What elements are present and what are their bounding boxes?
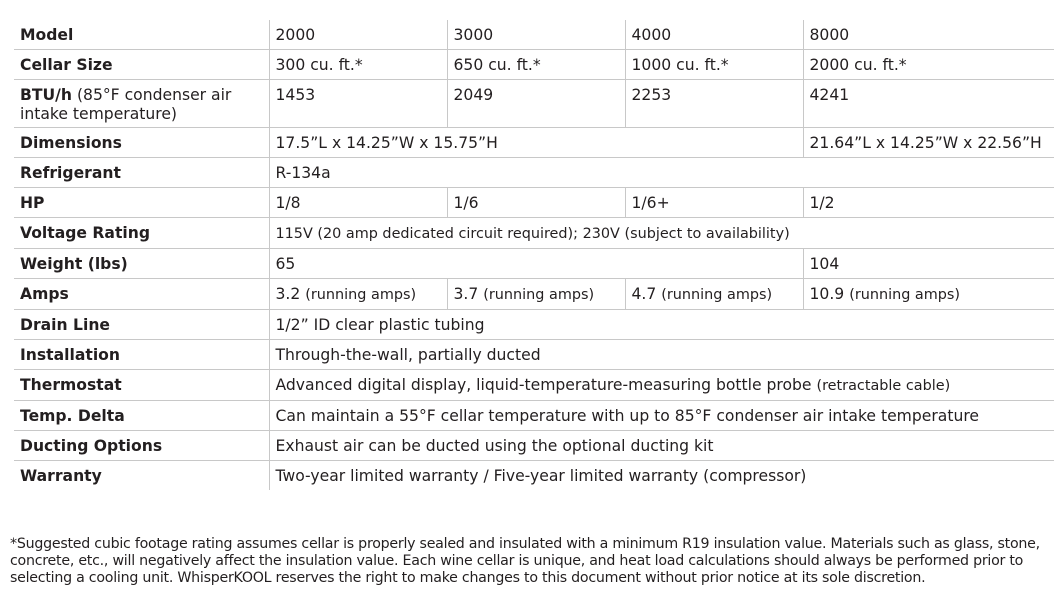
cell-value: 1000 cu. ft.* — [625, 50, 803, 80]
cell-value — [447, 279, 625, 310]
row-label: Temp. Delta — [14, 401, 269, 431]
cell-value: 1/2” ID clear plastic tubing — [269, 310, 1054, 340]
row-label: Voltage Rating — [14, 218, 269, 249]
cell-value: Exhaust air can be ducted using the optional ducting kit — [269, 431, 1054, 461]
cell-value: 650 cu. ft.* — [447, 50, 625, 80]
cell-value: Through-the-wall, partially ducted — [269, 340, 1054, 370]
cell-value — [269, 279, 447, 310]
row-label: Warranty — [20, 467, 102, 485]
row-label: Thermostat — [14, 370, 269, 401]
amps-unit: (running amps) — [483, 287, 595, 303]
row-label — [14, 80, 269, 128]
btu-label-note: (85°F condenser air intake temperature) — [20, 86, 232, 123]
thermostat-note: (retractable cable) — [816, 378, 951, 394]
row-warranty — [14, 461, 1054, 491]
cell-value: R-134a — [269, 158, 1054, 188]
amps-unit: (running amps) — [661, 287, 773, 303]
row-drain-line — [14, 310, 1054, 340]
voltage-value: 115V (20 amp dedicated circuit required); 230V (subject to availability) — [275, 226, 790, 242]
row-amps — [14, 279, 1054, 310]
model-3000: 3000 — [447, 20, 625, 50]
row-ducting — [14, 431, 1054, 461]
row-weight — [14, 249, 1054, 279]
amps-number: 3.2 — [275, 285, 301, 303]
row-label: Installation — [14, 340, 269, 370]
row-label: Model — [14, 20, 269, 50]
row-installation — [14, 340, 1054, 370]
row-label: Refrigerant — [14, 158, 269, 188]
row-label: Amps — [14, 279, 269, 310]
cell-value: 4241 — [803, 80, 1054, 128]
cell-value: 2049 — [447, 80, 625, 128]
row-model — [14, 20, 1054, 50]
cell-value: 17.5”L x 14.25”W x 15.75”H — [269, 128, 803, 158]
cell-value: 65 — [269, 249, 803, 279]
cell-value — [269, 218, 1054, 249]
footnote: *Suggested cubic footage rating assumes cellar is properly sealed and insulated with a minimum R19 insulation value. Materials such as glass, stone, concrete, etc., will negatively affect the insulation value. Each wine cellar is unique, and heat load calculations should always be performed prior to selecting a cooling unit. WhisperKOOL reserves the right to make changes to this document without prior notice at its sole discretion. — [10, 536, 1040, 587]
cell-value: 1/6+ — [625, 188, 803, 218]
model-8000: 8000 — [803, 20, 1054, 50]
cell-value: 2000 cu. ft.* — [803, 50, 1054, 80]
cell-value — [803, 279, 1054, 310]
cell-value: 1/6 — [447, 188, 625, 218]
row-label: Dimensions — [14, 128, 269, 158]
model-2000: 2000 — [269, 20, 447, 50]
cell-value: 1/8 — [269, 188, 447, 218]
cell-value: 300 cu. ft.* — [269, 50, 447, 80]
row-dimensions — [14, 128, 1054, 158]
cell-value — [625, 279, 803, 310]
cell-value: Two-year limited warranty / Five-year limited warranty (compressor) — [269, 461, 1054, 491]
thermostat-value: Advanced digital display, liquid-temperature-measuring bottle probe — [275, 376, 817, 394]
row-voltage — [14, 218, 1054, 249]
amps-number: 3.7 — [453, 285, 479, 303]
cell-value: Can maintain a 55°F cellar temperature with up to 85°F condenser air intake temperature — [269, 401, 1054, 431]
row-cellar-size — [14, 50, 1054, 80]
row-label: Ducting Options — [14, 431, 269, 461]
amps-number: 4.7 — [631, 285, 657, 303]
cell-value: 1453 — [269, 80, 447, 128]
row-label: Cellar Size — [14, 50, 269, 80]
btu-label-bold: BTU/h — [20, 86, 72, 104]
row-label: HP — [14, 188, 269, 218]
amps-number: 10.9 — [809, 285, 845, 303]
row-btu — [14, 80, 1054, 128]
amps-unit: (running amps) — [849, 287, 961, 303]
cell-value — [269, 370, 1054, 401]
row-temp-delta — [14, 401, 1054, 431]
cell-value: 2253 — [625, 80, 803, 128]
row-label: Drain Line — [14, 310, 269, 340]
row-label: Weight (lbs) — [14, 249, 269, 279]
amps-unit: (running amps) — [305, 287, 417, 303]
model-4000: 4000 — [625, 20, 803, 50]
row-refrigerant — [14, 158, 1054, 188]
row-thermostat — [14, 370, 1054, 401]
row-hp — [14, 188, 1054, 218]
spec-table — [14, 20, 1054, 490]
cell-value: 1/2 — [803, 188, 1054, 218]
cell-value: 21.64”L x 14.25”W x 22.56”H — [803, 128, 1054, 158]
cell-value: 104 — [803, 249, 1054, 279]
